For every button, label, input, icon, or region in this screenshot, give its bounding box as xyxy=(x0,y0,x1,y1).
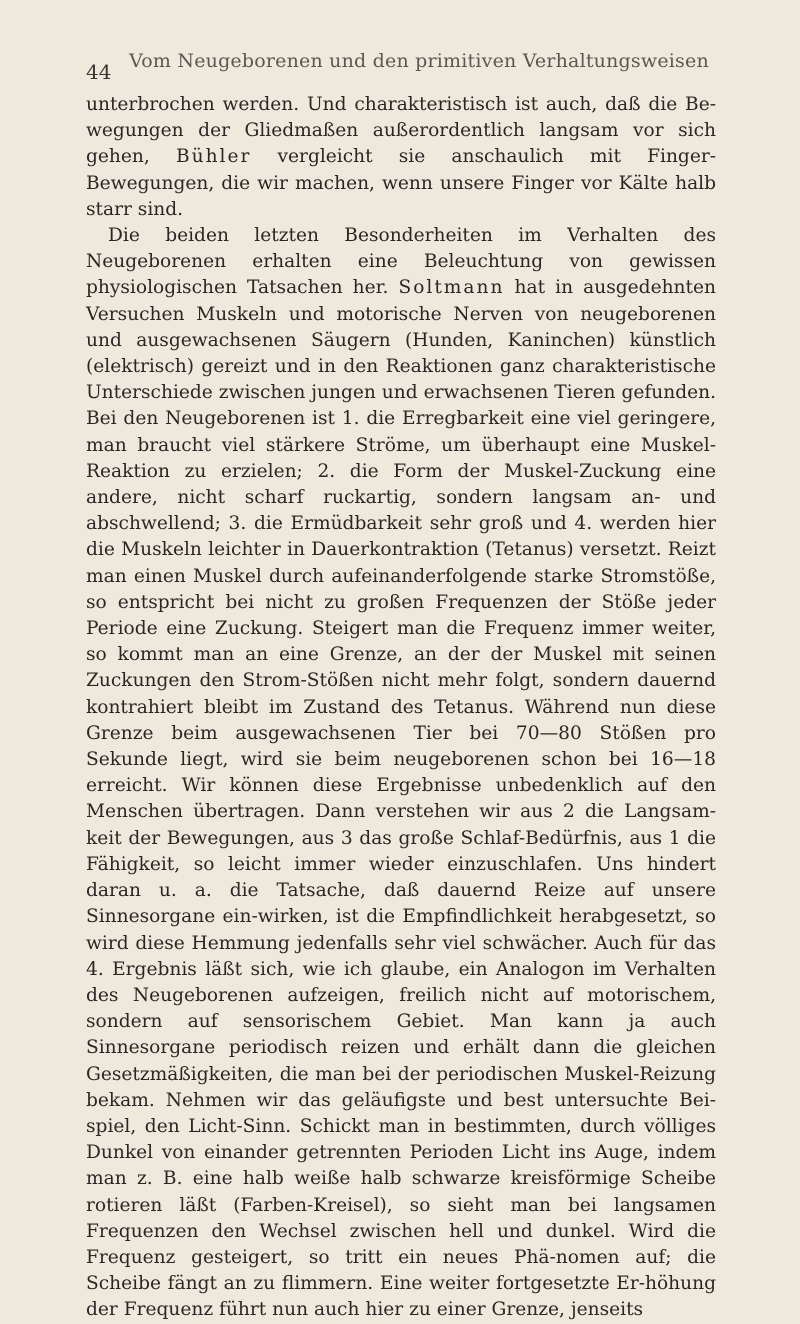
text-segment: Die beiden letzten Besonderheiten im Verhalten des Neugeborenen erhalten eine Beleuchtung von gewissen physiologischen Tatsachen her. xyxy=(86,225,716,299)
page-number: 44 xyxy=(86,60,112,84)
paragraph-2 xyxy=(86,223,716,1324)
body-text xyxy=(86,92,716,1324)
paragraph-1 xyxy=(86,92,716,223)
text-segment: vergleicht sie anschaulich mit Finger-Bewegungen, die wir machen, wenn unsere Finger vor Kälte halb starr sind. xyxy=(86,146,717,220)
text-segment: hat in ausgedehnten Versuchen Muskeln und motorische Nerven von neugeborenen und ausgewachsenen Säugern (Hunden, Kaninchen) künstlich (elektrisch) gereizt und in den Reaktionen ganz charakteristische Unterschiede zwischen jungen und erwachsenen Tieren gefunden. Bei den Neugeborenen ist 1. die Erregbarkeit eine viel geringere, man braucht viel stärkere Ströme, um überhaupt eine Muskel-Reaktion zu erzielen; 2. die Form der Muskel-Zuckung eine andere, nicht scharf ruckartig, sondern langsam an- und abschwellend; 3. die Ermüdbarkeit sehr groß und 4. werden hier die Muskeln leichter in Dauerkontraktion (Tetanus) versetzt. Reizt man einen Muskel durch aufeinanderfolgende starke Stromstöße, so entspricht bei nicht zu großen Frequenzen der Stöße jeder Periode eine Zuckung. Steigert man die Frequenz immer weiter, so kommt man an eine Grenze, an der der Muskel mit seinen Zuckungen den Strom-Stößen nicht mehr folgt, sondern dauernd kontrahiert bleibt im Zustand des Tetanus. Während nun diese Grenze beim ausgewachsenen Tier bei 70—80 Stößen pro Sekunde liegt, wird sie beim neugeborenen schon bei 16—18 erreicht. Wir können diese Ergebnisse unbedenklich auf den Menschen übertragen. Dann verstehen wir aus 2 die Langsam-keit der Bewegungen, aus 3 das große Schlaf-Bedürfnis, aus 1 die Fähigkeit, so leicht immer wieder einzuschlafen. Uns hindert daran u. a. die Tatsache, daß dauernd Reize auf unsere Sinnesorgane ein-wirken, ist die Empfindlichkeit herabgesetzt, so wird diese Hemmung jedenfalls sehr viel schwächer. Auch für das 4. Ergebnis läßt sich, wie ich glaube, ein Analogon im Verhalten des Neugeborenen aufzeigen, freilich nicht auf motorischem, sondern auf sensorischem Gebiet. Man kann ja auch Sinnesorgane periodisch reizen und erhält dann die gleichen Gesetzmäßigkeiten, die man bei der periodischen Muskel-Reizung bekam. Nehmen wir das geläufigste und best untersuchte Bei-spiel, den Licht-Sinn. Schickt man in bestimmten, durch völliges Dunkel von einander getrennten Perioden Licht ins Auge, indem man z. B. eine halb weiße halb schwarze kreisförmige Scheibe rotieren läßt (Farben-Kreisel), so sieht man bei langsamen Frequenzen den Wechsel zwischen hell und dunkel. Wird die Frequenz gesteigert, so tritt ein neues Phä-nomen auf; die Scheibe fängt an zu flimmern. Eine weiter fortgesetzte Er-höhung der Frequenz führt nun auch hier zu einer Grenze, jenseits xyxy=(86,277,716,1321)
author-name-buehler: Bühler xyxy=(175,146,252,168)
running-title: Vom Neugeborenen und den primitiven Verhaltungsweisen xyxy=(129,50,709,72)
author-name-soltmann: Soltmann xyxy=(398,277,505,299)
text-segment: unterbrochen werden. Und charakteristisch ist auch, daß die Be-wegungen der Gliedmaßen außerordentlich langsam vor sich gehen, xyxy=(86,94,716,168)
page-header xyxy=(86,48,716,82)
